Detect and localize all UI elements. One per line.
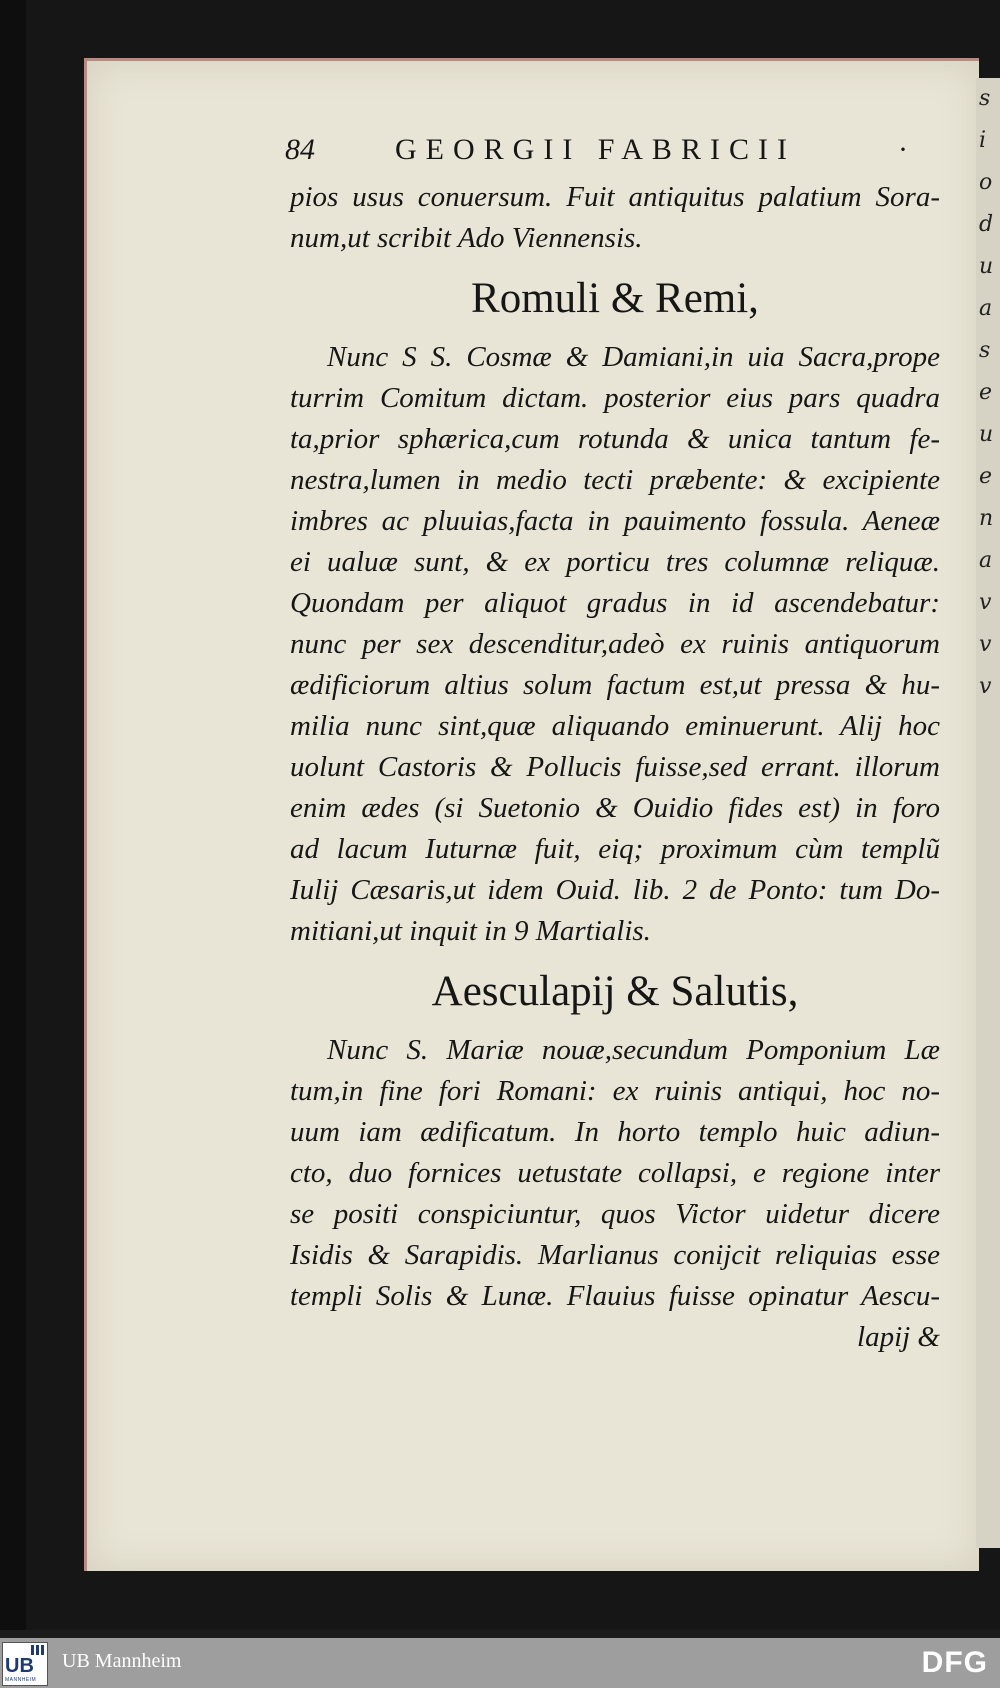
text-line: Iulij Cæsaris,ut idem Ouid. lib. 2 de Ponto: tum Do- (290, 874, 940, 906)
text-line: enim ædes (si Suetonio & Ouidio fides est) in foro (290, 792, 940, 824)
next-page-fragment: a (979, 548, 993, 573)
next-page-fragment: e (979, 380, 993, 405)
text-line: Nunc S S. Cosmæ & Damiani,in uia Sacra,prope (327, 341, 940, 373)
next-page-fragment: v (979, 674, 992, 699)
library-logo-letters: UB (5, 1655, 34, 1677)
running-head (202, 133, 942, 177)
next-page-fragment: v (979, 590, 992, 615)
text-line: se positi conspiciuntur, quos Victor uidetur dicere (290, 1198, 940, 1230)
text-line: num,ut scribit Ado Viennensis. (290, 222, 643, 254)
text-line: Isidis & Sarapidis. Marlianus conijcit reliquias esse (290, 1239, 940, 1271)
viewer-footer (0, 1638, 1000, 1688)
text-line: ædificiorum altius solum factum est,ut pressa & hu- (290, 669, 940, 701)
text-line: turrim Comitum dictam. posterior eius pars quadra (290, 382, 940, 414)
next-page-edge (976, 78, 1000, 1548)
page-text (202, 133, 942, 1358)
text-line: milia nunc sint,quæ aliquando eminuerunt. Alij hoc (290, 710, 940, 742)
text-line: Nunc S. Mariæ nouæ,secundum Pomponium Læ (327, 1034, 940, 1066)
logo-grid-icon (31, 1645, 45, 1655)
next-page-fragment: i (979, 128, 987, 153)
running-head-mark: · (898, 133, 908, 166)
page-number: 84 (285, 133, 315, 166)
section-heading: Aesculapij & Salutis, (431, 968, 799, 1015)
text-line: templi Solis & Lunæ. Flauius fuisse opinatur Aescu- (290, 1280, 940, 1312)
next-page-fragment: v (979, 632, 992, 657)
text-line: pios usus conuersum. Fuit antiquitus palatium Sora- (290, 181, 940, 213)
text-line: ta,prior sphærica,cum rotunda & unica tantum fe- (290, 423, 940, 455)
next-page-fragment: s (979, 86, 991, 111)
next-page-fragment: s (979, 338, 991, 363)
next-page-fragment: e (979, 464, 993, 489)
running-title: GEORGII FABRICII (395, 133, 796, 166)
library-logo-subtitle: MANNHEIM (5, 1677, 37, 1683)
text-line: nunc per sex descenditur,adeò ex ruinis antiquorum (290, 628, 940, 660)
section-heading: Romuli & Remi, (471, 275, 759, 322)
text-line: Quondam per aliquot gradus in id ascendebatur: (290, 587, 940, 619)
text-line: ei ualuæ sunt, & ex porticu tres columnæ reliquæ. (290, 546, 940, 578)
next-page-fragment: n (979, 506, 994, 531)
scan-border (0, 0, 26, 1630)
text-line: uolunt Castoris & Pollucis fuisse,sed errant. illorum (290, 751, 940, 783)
next-page-fragment: d (979, 212, 994, 237)
library-logo[interactable] (2, 1642, 48, 1686)
catchword: lapij & (857, 1321, 940, 1353)
text-line: cto, duo fornices uetustate collapsi, e regione inter (290, 1157, 940, 1189)
next-page-fragment: u (979, 422, 994, 447)
funder-logo[interactable]: DFG (921, 1646, 988, 1679)
next-page-fragment: o (979, 170, 993, 195)
text-line: imbres ac pluuias,facta in pauimento fossula. Aeneæ (290, 505, 940, 537)
next-page-fragment: a (979, 296, 993, 321)
text-line: nestra,lumen in medio tecti præbente: & excipiente (290, 464, 940, 496)
text-line: tum,in fine fori Romani: ex ruinis antiqui, hoc no- (290, 1075, 940, 1107)
next-page-fragment: u (979, 254, 994, 279)
text-line: mitiani,ut inquit in 9 Martialis. (290, 915, 651, 947)
library-name: UB Mannheim (62, 1650, 182, 1672)
text-line: uum iam ædificatum. In horto templo huic adiun- (290, 1116, 940, 1148)
text-line: ad lacum Iuturnæ fuit, eiq; proximum cùm templũ (290, 833, 940, 865)
